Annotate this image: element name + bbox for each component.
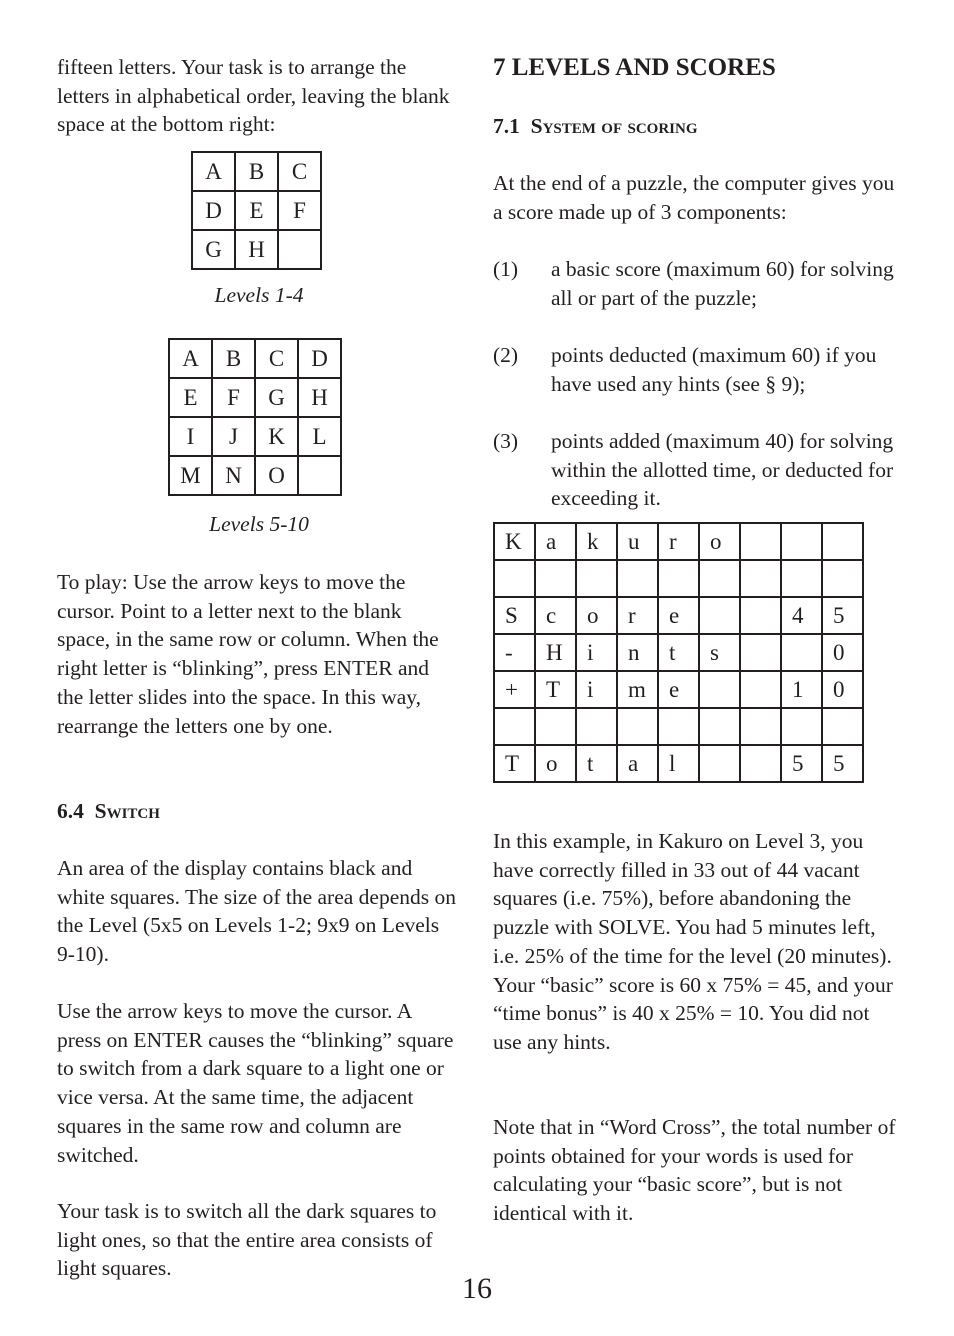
- letter-cell: H: [298, 378, 341, 417]
- score-row: [494, 671, 863, 708]
- score-cell: 0: [822, 671, 863, 708]
- letter-row: [192, 230, 321, 269]
- score-cell: a: [617, 745, 658, 782]
- section-title: System of scoring: [530, 114, 698, 138]
- letter-row: [192, 152, 321, 191]
- letter-cell: B: [212, 339, 255, 378]
- score-row: [494, 634, 863, 671]
- score-cell: [740, 708, 781, 745]
- score-cell: H: [535, 634, 576, 671]
- score-cell: [658, 560, 699, 597]
- score-cell: c: [535, 597, 576, 634]
- score-cell: i: [576, 634, 617, 671]
- score-cell: S: [494, 597, 535, 634]
- score-cell: T: [494, 745, 535, 782]
- score-cell: e: [658, 671, 699, 708]
- score-cell: t: [576, 745, 617, 782]
- score-cell: 1: [781, 671, 822, 708]
- score-row: [494, 745, 863, 782]
- page-number: 16: [462, 1272, 492, 1305]
- score-cell: [822, 708, 863, 745]
- score-cell: o: [699, 523, 740, 560]
- score-cell: [822, 560, 863, 597]
- score-cell: k: [576, 523, 617, 560]
- letter-row: [169, 456, 341, 495]
- letter-cell: N: [212, 456, 255, 495]
- score-cell: o: [535, 745, 576, 782]
- list-item-2: [493, 341, 903, 398]
- score-cell: [699, 560, 740, 597]
- score-cell: [822, 523, 863, 560]
- section-heading-6-4: [57, 797, 160, 826]
- score-cell: r: [658, 523, 699, 560]
- letter-cell: D: [298, 339, 341, 378]
- score-cell: l: [658, 745, 699, 782]
- letter-row: [169, 417, 341, 456]
- score-cell: [658, 708, 699, 745]
- score-cell: [699, 745, 740, 782]
- score-cell: [781, 560, 822, 597]
- grid-4x4: [168, 338, 342, 496]
- score-row: [494, 523, 863, 560]
- score-cell: [781, 634, 822, 671]
- grid-3x3-caption: Levels 1-4: [214, 283, 304, 307]
- score-cell: -: [494, 634, 535, 671]
- letter-cell: L: [298, 417, 341, 456]
- letter-cell: A: [192, 152, 235, 191]
- score-cell: i: [576, 671, 617, 708]
- score-cell: e: [658, 597, 699, 634]
- switch-paragraph-1: An area of the display contains black and white squares. The size of the area depends on the Level (5x5 on Levels 1-2; 9x9 on Levels 9-10).: [57, 856, 456, 967]
- score-cell: n: [617, 634, 658, 671]
- letter-cell: B: [235, 152, 278, 191]
- grid-4x4-caption: Levels 5-10: [209, 512, 309, 536]
- score-row: [494, 708, 863, 745]
- score-grid: [493, 522, 864, 783]
- letter-cell: G: [255, 378, 298, 417]
- score-cell: o: [576, 597, 617, 634]
- score-cell: +: [494, 671, 535, 708]
- score-cell: 5: [781, 745, 822, 782]
- letter-cell: [298, 456, 341, 495]
- score-cell: [699, 708, 740, 745]
- score-cell: [699, 597, 740, 634]
- score-cell: [740, 634, 781, 671]
- list-text: a basic score (maximum 60) for solving all or part of the puzzle;: [551, 257, 894, 310]
- letter-row: [169, 339, 341, 378]
- letter-cell: A: [169, 339, 212, 378]
- score-cell: u: [617, 523, 658, 560]
- score-cell: 0: [822, 634, 863, 671]
- score-cell: a: [535, 523, 576, 560]
- score-cell: [740, 597, 781, 634]
- letter-cell: C: [278, 152, 321, 191]
- score-row: [494, 560, 863, 597]
- list-number: (2): [493, 343, 519, 367]
- list-text: points added (maximum 40) for solving within the allotted time, or deducted for exceeding it.: [551, 429, 894, 511]
- chapter-heading: 7 LEVELS AND SCORES: [493, 54, 776, 81]
- grid-3x3: [191, 151, 322, 270]
- letter-cell: E: [235, 191, 278, 230]
- scoring-intro: At the end of a puzzle, the computer gives you a score made up of 3 components:: [493, 171, 895, 224]
- section-heading-7-1: [493, 112, 698, 141]
- score-cell: [535, 708, 576, 745]
- list-number: (1): [493, 257, 519, 281]
- score-cell: [740, 671, 781, 708]
- to-play-paragraph: To play: Use the arrow keys to move the cursor. Point to a letter next to the blank space, in the same row or column. When the right letter is “blinking”, press ENTER and the letter slides into the space. In this way, rearrange the letters one by one.: [57, 570, 439, 738]
- score-cell: 4: [781, 597, 822, 634]
- example-paragraph: In this example, in Kakuro on Level 3, you have correctly filled in 33 out of 44 vacant squares (i.e. 75%), before abandoning the puzzle with SOLVE. You had 5 minutes left, i.e. 25% of the time for the level (20 minutes). Your “basic” score is 60 x 75% = 45, and your “time bonus” is 40 x 25% = 10. You did not use any hints.: [493, 829, 893, 1054]
- score-cell: [781, 523, 822, 560]
- score-cell: [535, 560, 576, 597]
- letter-row: [192, 191, 321, 230]
- score-cell: s: [699, 634, 740, 671]
- score-cell: [494, 560, 535, 597]
- note-paragraph: Note that in “Word Cross”, the total number of points obtained for your words is used for calculating your “basic score”, but is not identical with it.: [493, 1115, 896, 1226]
- letter-cell: [278, 230, 321, 269]
- score-cell: 5: [822, 597, 863, 634]
- section-number: 6.4: [57, 799, 84, 823]
- letter-cell: K: [255, 417, 298, 456]
- letter-cell: H: [235, 230, 278, 269]
- letter-cell: O: [255, 456, 298, 495]
- list-item-3: [493, 427, 903, 513]
- letter-cell: F: [278, 191, 321, 230]
- score-cell: [740, 560, 781, 597]
- list-number: (3): [493, 429, 519, 453]
- score-cell: m: [617, 671, 658, 708]
- score-cell: T: [535, 671, 576, 708]
- switch-paragraph-3: Your task is to switch all the dark squares to light ones, so that the entire area consists of light squares.: [57, 1199, 437, 1281]
- section-title: Switch: [94, 799, 160, 823]
- list-item-1: [493, 255, 903, 312]
- score-cell: [740, 745, 781, 782]
- letter-cell: G: [192, 230, 235, 269]
- score-cell: [781, 708, 822, 745]
- score-cell: [617, 560, 658, 597]
- letter-cell: M: [169, 456, 212, 495]
- letter-cell: D: [192, 191, 235, 230]
- score-cell: [740, 523, 781, 560]
- letter-cell: J: [212, 417, 255, 456]
- score-cell: 5: [822, 745, 863, 782]
- letter-cell: F: [212, 378, 255, 417]
- score-cell: [699, 671, 740, 708]
- intro-paragraph: fifteen letters. Your task is to arrange the letters in alphabetical order, leaving the blank space at the bottom right:: [57, 55, 450, 137]
- score-cell: [576, 708, 617, 745]
- score-row: [494, 597, 863, 634]
- score-cell: [617, 708, 658, 745]
- letter-cell: E: [169, 378, 212, 417]
- letter-cell: I: [169, 417, 212, 456]
- score-cell: r: [617, 597, 658, 634]
- score-cell: [576, 560, 617, 597]
- section-number: 7.1: [493, 114, 520, 138]
- list-text: points deducted (maximum 60) if you have used any hints (see § 9);: [551, 343, 877, 396]
- score-cell: [494, 708, 535, 745]
- letter-row: [169, 378, 341, 417]
- score-cell: K: [494, 523, 535, 560]
- letter-cell: C: [255, 339, 298, 378]
- score-cell: t: [658, 634, 699, 671]
- switch-paragraph-2: Use the arrow keys to move the cursor. A press on ENTER causes the “blinking” square to switch from a dark square to a light one or vice versa. At the same time, the adjacent squares in the same row and column are switched.: [57, 999, 454, 1167]
